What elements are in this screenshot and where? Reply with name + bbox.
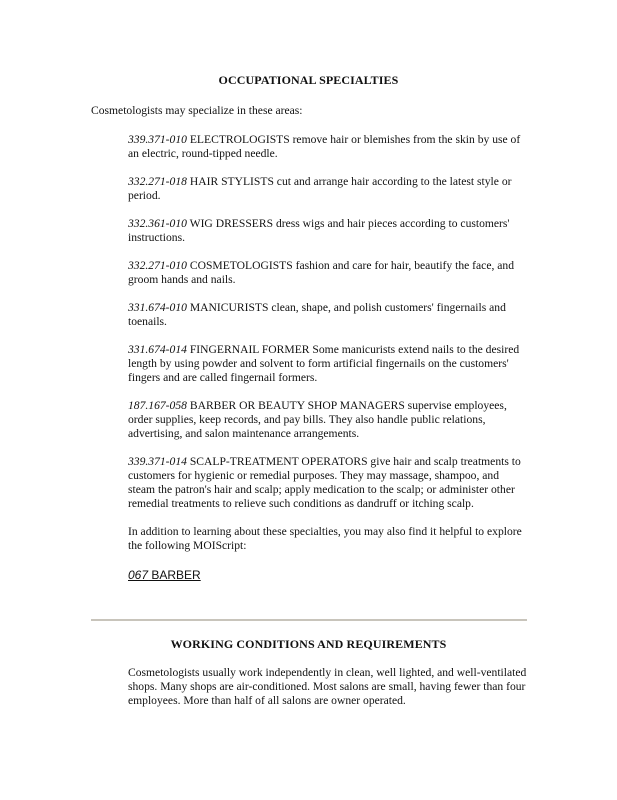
- specialty-description: HAIR STYLISTS cut and arrange hair according to the latest style or period.: [128, 175, 512, 202]
- specialty-code: 332.271-010: [128, 259, 187, 272]
- specialty-code: 187.167-058: [128, 399, 187, 412]
- specialty-code: 332.271-018: [128, 175, 187, 188]
- section-title-occupational-specialties: OCCUPATIONAL SPECIALTIES: [218, 73, 399, 87]
- specialty-entry: [128, 133, 528, 161]
- specialty-entry: [128, 301, 528, 329]
- specialty-description: COSMETOLOGISTS fashion and care for hair, beautify the face, and groom hands and nails.: [128, 259, 515, 286]
- specialty-description: MANICURISTS clean, shape, and polish customers' fingernails and toenails.: [128, 301, 506, 328]
- specialty-entry: [128, 259, 528, 287]
- specialty-description: ELECTROLOGISTS remove hair or blemishes from the skin by use of an electric, round-tipped needle.: [128, 133, 521, 160]
- section-divider: [91, 619, 527, 621]
- specialty-code: 331.674-010: [128, 301, 187, 314]
- specialty-description: SCALP-TREATMENT OPERATORS give hair and scalp treatments to customers for hygienic or remedial purposes. They may massage, shampoo, and steam the patron's hair and scalp; apply medication to the scalp; or administer other remedial treatments to relieve such conditions as dandruff or itching scalp.: [128, 455, 521, 510]
- moiscript-link-code[interactable]: 067: [128, 568, 149, 582]
- specialty-description: FINGERNAIL FORMER Some manicurists extend nails to the desired length by using powder and solvent to form artificial fingernails on the customers' fingers and are called fingernail formers.: [128, 343, 520, 384]
- specialty-entry: [128, 399, 528, 441]
- specialty-code: 339.371-010: [128, 133, 187, 146]
- specialty-entry: [128, 455, 528, 511]
- specialty-list: [128, 133, 528, 583]
- specialty-entry: [128, 343, 528, 385]
- specialty-code: 331.674-014: [128, 343, 187, 356]
- section-title-working-conditions: WORKING CONDITIONS AND REQUIREMENTS: [170, 637, 447, 651]
- specialty-description: BARBER OR BEAUTY SHOP MANAGERS supervise employees, order supplies, keep records, and pay bills. They also handle public relations, advertising, and salon maintenance arrangements.: [128, 399, 507, 440]
- specialty-entry: [128, 175, 528, 203]
- explore-text: In addition to learning about these specialties, you may also find it helpful to explore the following MOIScript:: [128, 525, 522, 552]
- specialty-code: 339.371-014: [128, 455, 187, 468]
- working-conditions-paragraph: Cosmetologists usually work independently in clean, well lighted, and well-ventilated shops. Many shops are air-conditioned. Most salons are small, having fewer than four employees. More than half of all salons are owner operated.: [128, 666, 527, 707]
- moiscript-link-label[interactable]: BARBER: [148, 568, 201, 582]
- intro-text: Cosmetologists may specialize in these areas:: [91, 104, 303, 117]
- specialty-code: 332.361-010: [128, 217, 187, 230]
- specialty-description: WIG DRESSERS dress wigs and hair pieces according to customers' instructions.: [128, 217, 510, 244]
- moiscript-barber-link[interactable]: [128, 568, 201, 582]
- specialty-entry: [128, 217, 528, 245]
